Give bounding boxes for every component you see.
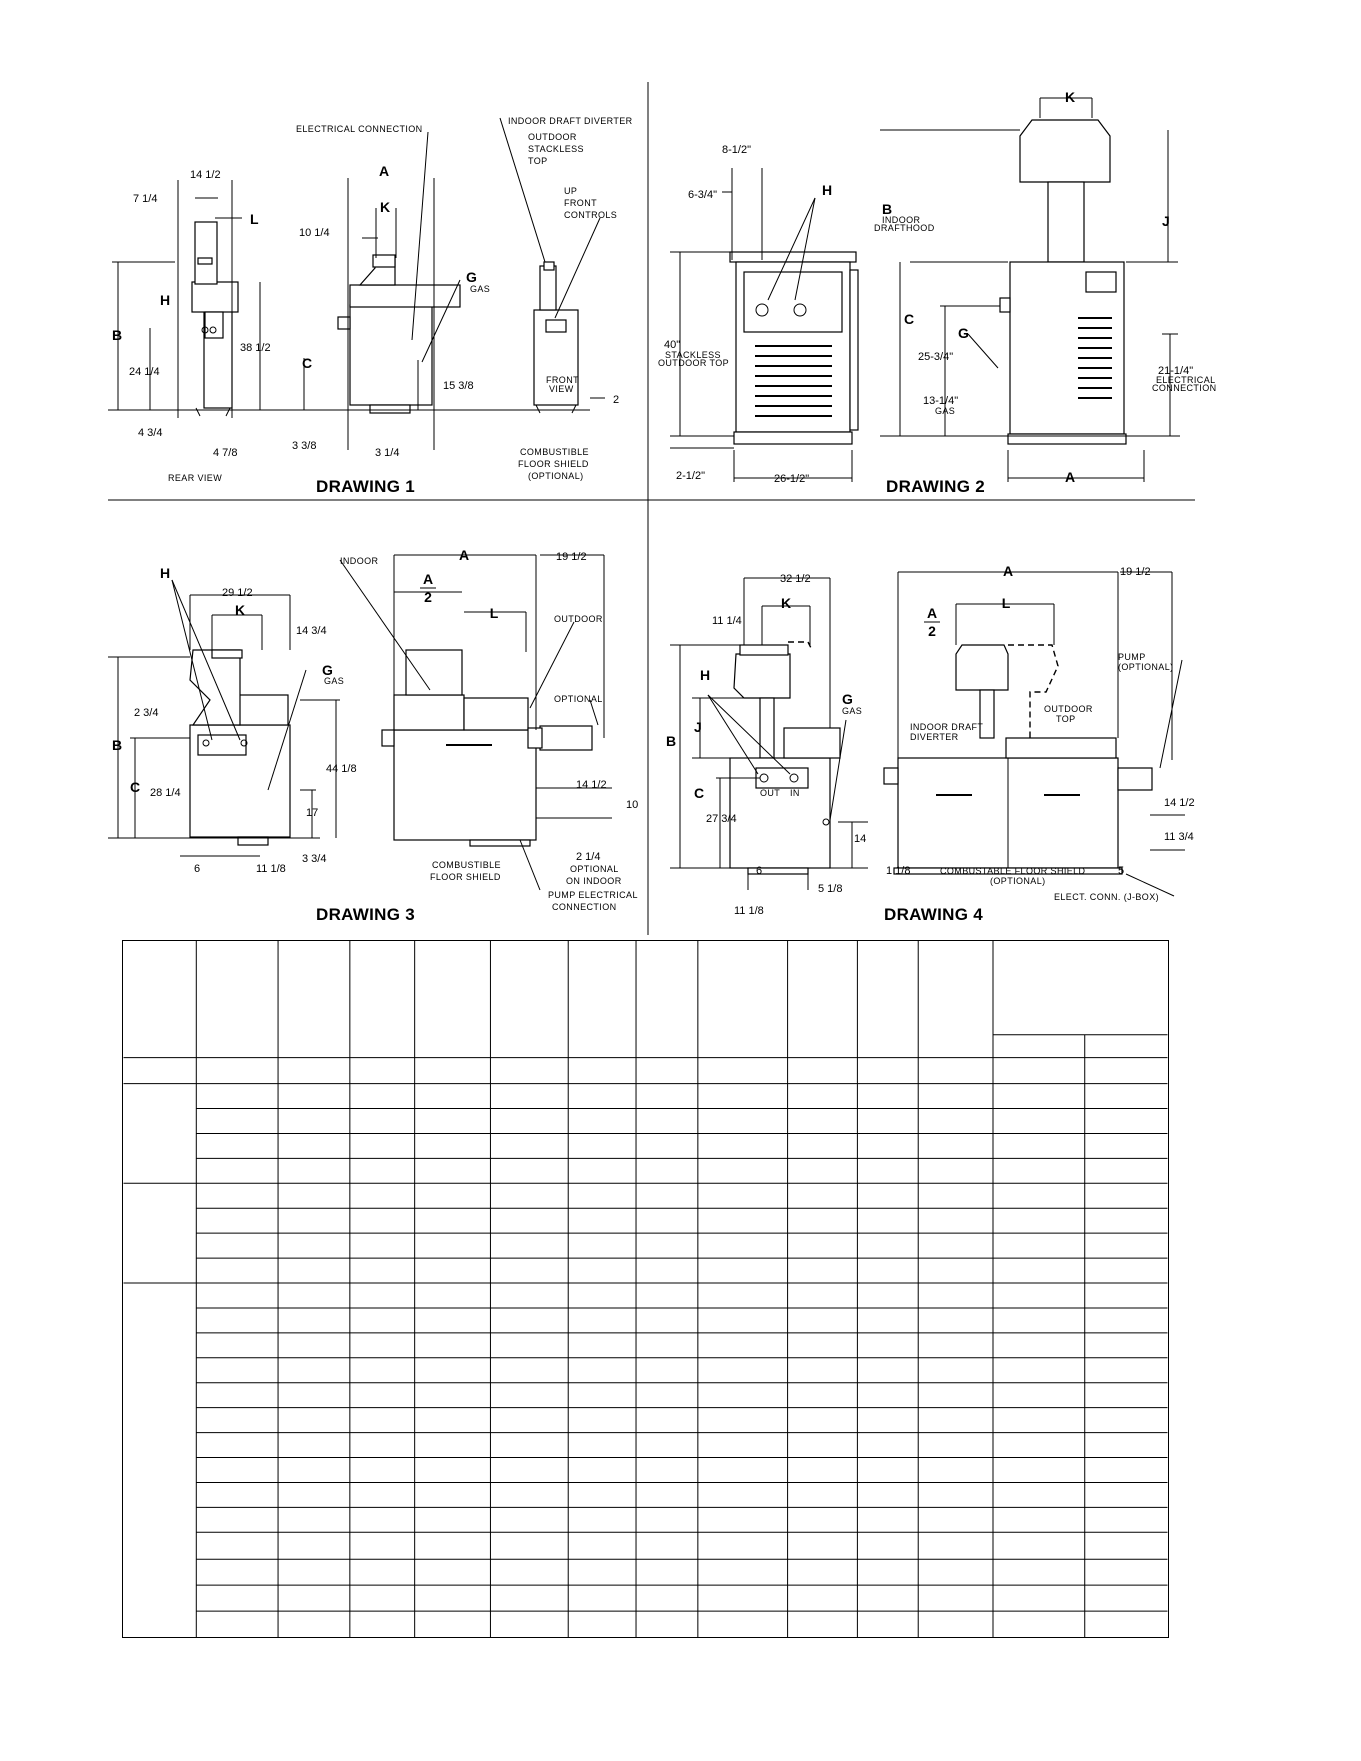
dim-letter-g: G <box>958 325 969 341</box>
optional-on-indoor-label-1: OPTIONAL <box>570 864 619 874</box>
dim-letter-b: B <box>112 327 123 343</box>
drawing-3-front-heater <box>382 650 592 846</box>
dim-letter-h: H <box>822 182 833 198</box>
dim-14-1-2: 14 1/2 <box>1164 797 1195 809</box>
dim-letter-a: A <box>1002 563 1014 579</box>
dim-26-1-2: 26-1/2" <box>774 473 810 485</box>
dim-11-3-4: 11 3/4 <box>1164 831 1194 843</box>
drawing-2-side-heater <box>1000 120 1126 444</box>
gas-label: GAS <box>470 284 491 294</box>
pump-electrical-label-2: CONNECTION <box>552 902 617 912</box>
dim-15-3-8: 15 3/8 <box>443 380 474 392</box>
dim-3-3-8: 3 3/8 <box>292 440 317 452</box>
svg-text:2: 2 <box>424 589 432 605</box>
dim-letter-k: K <box>379 199 391 215</box>
dim-14-1-2: 14 1/2 <box>576 779 607 791</box>
dim-4-7-8: 4 7/8 <box>213 447 238 459</box>
dim-3-3-4: 3 3/4 <box>302 853 327 865</box>
floor-shield-label-3: (OPTIONAL) <box>528 471 584 481</box>
outdoor-label: OUTDOOR <box>554 614 603 624</box>
dim-letter-k: K <box>234 602 246 618</box>
dim-3-1-4: 3 1/4 <box>375 447 400 459</box>
dim-letter-l: L <box>1001 595 1011 611</box>
specification-table <box>122 940 1169 1638</box>
drawing-4-title: DRAWING 4 <box>884 905 984 924</box>
dim-letter-a: A <box>1064 469 1076 485</box>
dim-2-1-2: 2-1/2" <box>676 470 705 482</box>
stackless-top-label-1: STACKLESS <box>665 350 721 360</box>
dim-10-1-4: 10 1/4 <box>299 227 330 239</box>
drawing-2 <box>658 89 1217 496</box>
dim-6: 6 <box>756 865 763 877</box>
dim-letter-a-over-2 <box>420 571 436 605</box>
dim-21-1-4: 21-1/4" <box>1158 365 1194 377</box>
dim-2-1-4: 2 1/4 <box>576 851 601 863</box>
dim-letter-k: K <box>780 595 792 611</box>
gas-label: GAS <box>324 676 345 686</box>
dim-7-1-4: 7 1/4 <box>133 193 158 205</box>
dim-32-1-2: 32 1/2 <box>780 573 811 585</box>
dim-1-1-8: 1 1/8 <box>886 865 911 877</box>
gas-label: GAS <box>935 406 956 416</box>
in-label: IN <box>790 788 800 798</box>
dim-letter-h: H <box>700 667 711 683</box>
drawing-3-side-heater <box>190 650 290 845</box>
side-view-heater <box>338 255 460 413</box>
dim-40: 40" <box>664 339 681 351</box>
electrical-connection-label: ELECTRICAL CONNECTION <box>296 124 423 134</box>
dim-2-3-4: 2 3/4 <box>134 707 159 719</box>
dim-44-1-8: 44 1/8 <box>326 763 357 775</box>
dim-letter-b: B <box>666 733 677 749</box>
dim-14: 14 <box>854 833 867 845</box>
dim-letter-a: A <box>378 163 390 179</box>
dim-letter-c: C <box>694 785 705 801</box>
indoor-draft-diverter-label-2: DIVERTER <box>910 732 959 742</box>
dim-6-3-4: 6-3/4" <box>688 189 717 201</box>
floor-shield-label-1: COMBUSTIBLE <box>432 860 501 870</box>
stackless-top-label-2: OUTDOOR TOP <box>658 358 730 368</box>
dim-letter-l: L <box>250 211 259 227</box>
dim-letter-c: C <box>130 779 141 795</box>
dim-24-1-4: 24 1/4 <box>129 366 160 378</box>
dim-8-1-2: 8-1/2" <box>722 144 751 156</box>
front-view-label-1: FRONT <box>546 375 579 385</box>
drawing-2-front-heater <box>730 252 858 444</box>
dim-5-1-8: 5 1/8 <box>818 883 843 895</box>
dim-letter-h: H <box>160 292 171 308</box>
dim-29-1-2: 29 1/2 <box>222 587 253 599</box>
svg-text:A: A <box>926 605 938 621</box>
dim-letter-c: C <box>904 311 915 327</box>
rear-view-heater <box>192 222 238 416</box>
dim-38-1-2: 38 1/2 <box>240 342 271 354</box>
dim-11-1-8: 11 1/8 <box>734 905 764 917</box>
pump-electrical-label-1: PUMP ELECTRICAL <box>548 890 638 900</box>
dim-5: 5 <box>1118 865 1125 877</box>
svg-text:A: A <box>422 571 434 587</box>
dim-letter-g: G <box>322 662 333 678</box>
indoor-draft-diverter-label: INDOOR DRAFT DIVERTER <box>508 116 633 126</box>
drawing-4 <box>666 563 1195 924</box>
outdoor-stackless-top-label-1: OUTDOOR <box>528 132 577 142</box>
indoor-label: INDOOR <box>340 556 379 566</box>
dim-letter-b: B <box>882 201 893 217</box>
dim-4-3-4: 4 3/4 <box>138 427 163 439</box>
svg-text:2: 2 <box>928 623 936 639</box>
up-front-controls-label-1: UP <box>564 186 578 196</box>
pump-optional-label-1: PUMP <box>1118 652 1146 662</box>
dim-11-1-4: 11 1/4 <box>712 615 742 627</box>
dim-6: 6 <box>194 863 201 875</box>
drawing-3 <box>108 547 638 924</box>
dim-25-3-4: 25-3/4" <box>918 351 954 363</box>
drawing-3-title: DRAWING 3 <box>316 905 416 924</box>
floor-shield-label-1: COMBUSTIBLE <box>520 447 589 457</box>
dim-letter-c: C <box>302 355 313 371</box>
drawing-4-front-heater <box>884 645 1152 874</box>
dim-letter-k: K <box>1064 89 1076 105</box>
pump-optional-label-2: (OPTIONAL) <box>1118 662 1174 672</box>
out-label: OUT <box>760 788 781 798</box>
front-view-label-2: VIEW <box>549 384 574 394</box>
dim-19-1-2: 19 1/2 <box>556 551 587 563</box>
floor-shield-label-2: FLOOR SHIELD <box>518 459 589 469</box>
dim-28-1-4: 28 1/4 <box>150 787 181 799</box>
dim-letter-g: G <box>842 691 853 707</box>
dim-letter-h: H <box>160 565 171 581</box>
dim-19-1-2: 19 1/2 <box>1120 566 1151 578</box>
outdoor-top-label-2: TOP <box>1056 714 1076 724</box>
outdoor-top-label-1: OUTDOOR <box>1044 704 1093 714</box>
dim-letter-j: J <box>694 719 702 735</box>
electrical-connection-label-1: ELECTRICAL <box>1156 375 1216 385</box>
dim-letter-a-over-2 <box>924 605 940 639</box>
indoor-drafthood-label-2: DRAFTHOOD <box>874 223 935 233</box>
dim-11-1-8: 11 1/8 <box>256 863 286 875</box>
drawing-2-title: DRAWING 2 <box>886 477 986 496</box>
dim-2: 2 <box>613 394 620 406</box>
optional-on-indoor-label-2: ON INDOOR <box>566 876 622 886</box>
indoor-drafthood-label-1: INDOOR <box>882 215 921 225</box>
dim-letter-a: A <box>458 547 470 563</box>
dim-letter-g: G <box>466 269 477 285</box>
dim-13-1-4: 13-1/4" <box>923 395 959 407</box>
indoor-draft-diverter-label-1: INDOOR DRAFT <box>910 722 984 732</box>
drawing-4-side-heater <box>730 642 840 874</box>
up-front-controls-label-3: CONTROLS <box>564 210 618 220</box>
outdoor-stackless-top-label-3: TOP <box>528 156 548 166</box>
drawing-1-title: DRAWING 1 <box>316 477 416 496</box>
outdoor-stackless-top-label-2: STACKLESS <box>528 144 584 154</box>
floor-shield-label-2: (OPTIONAL) <box>990 876 1046 886</box>
dim-letter-l: L <box>489 605 499 621</box>
optional-pump-label: OPTIONAL <box>554 694 603 704</box>
dim-27-3-4: 27 3/4 <box>706 813 737 825</box>
dim-14-1-2: 14 1/2 <box>190 169 221 181</box>
dim-letter-j: J <box>1162 213 1170 229</box>
table-row-lines <box>124 1035 1168 1611</box>
floor-shield-label-2: FLOOR SHIELD <box>430 872 501 882</box>
up-front-controls-label-2: FRONT <box>564 198 597 208</box>
dim-14-3-4: 14 3/4 <box>296 625 327 637</box>
floor-shield-label-1: COMBUSTABLE FLOOR SHIELD <box>940 866 1086 876</box>
elect-conn-label: ELECT. CONN. (J-BOX) <box>1054 892 1160 902</box>
dim-10: 10 <box>626 799 639 811</box>
rear-view-label: REAR VIEW <box>168 473 223 483</box>
drawing-1 <box>108 116 633 496</box>
gas-label: GAS <box>842 706 863 716</box>
dim-17: 17 <box>306 807 319 819</box>
electrical-connection-label-2: CONNECTION <box>1152 383 1217 393</box>
dim-letter-b: B <box>112 737 123 753</box>
